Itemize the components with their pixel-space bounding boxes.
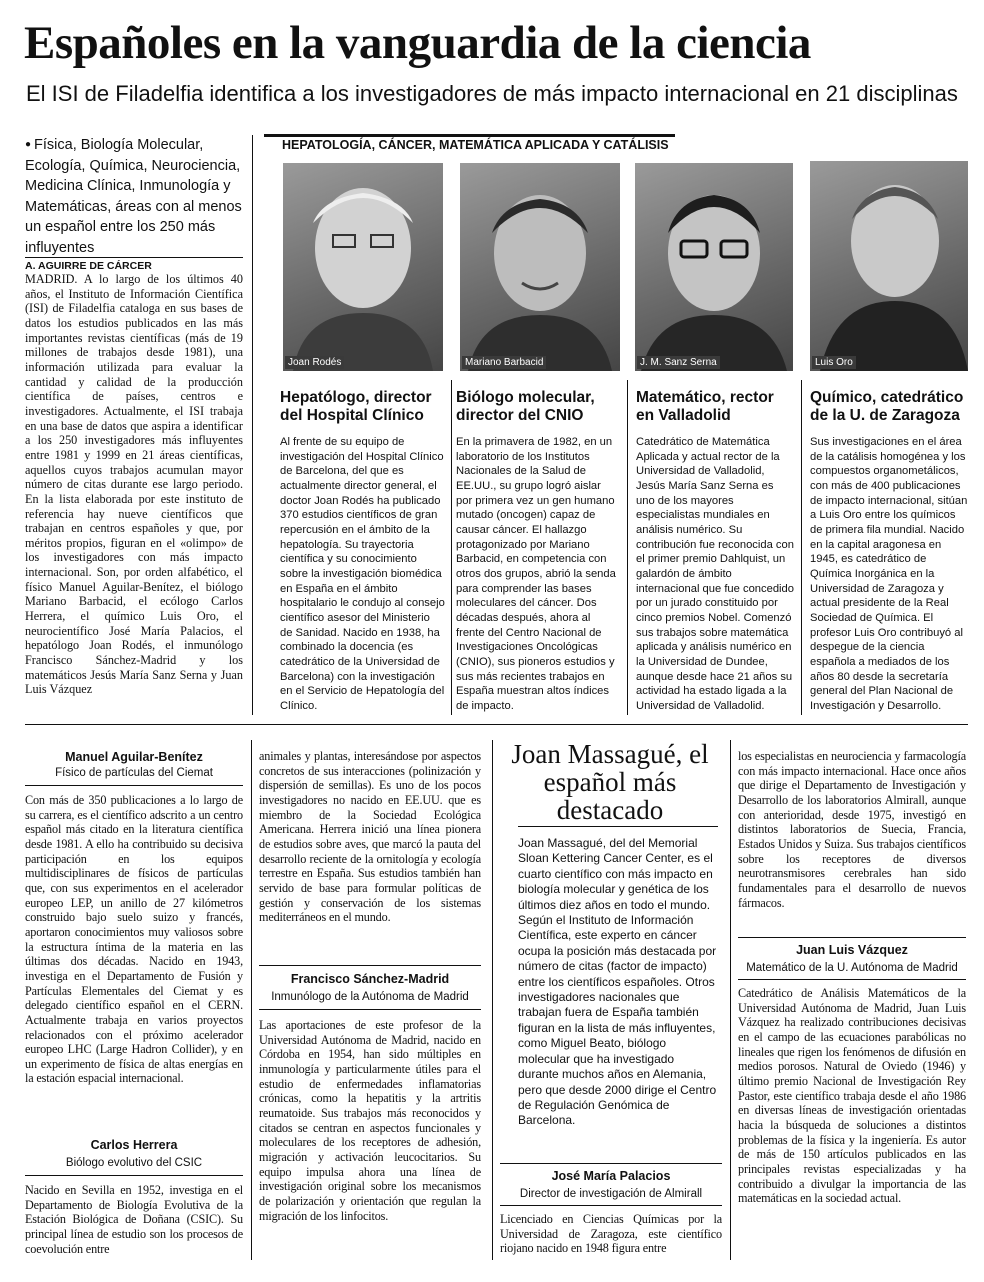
bullet-icon: ●: [25, 139, 32, 150]
heading-rule: [518, 826, 718, 827]
role-sanchez: Inmunólogo de la Autónoma de Madrid: [271, 991, 469, 1003]
column-divider: [801, 380, 802, 715]
photo-caption: Joan Rodés: [285, 356, 344, 369]
column-divider: [627, 380, 628, 715]
name-aguilar: Manuel Aguilar-Benítez: [65, 750, 203, 764]
intro-article: MADRID. A lo largo de los últimos 40 años, el Instituto de Información Científica (ISI) de Filadelfia cataloga en sus bases de datos los estudios publicados en las más importantes revistas científicas (más de 19 millones de trabajos desde 1981), una información utilizada para evaluar la cantidad y calidad de la producción científica de países, centros e investigadores. Actualmente, el ISI trabaja en una base de datos que aspira a identificar a los 250 investigadores más influyentes entre 1981 y 1999 en 21 áreas científicas, aquellos cuyos trabajos acumulan mayor número de citas durante ese largo periodo. En la lista elaborada por este instituto de referencia hay nueve científicos que trabajan en centros españoles y que, por méritos propios, figuran en el «olimpo» de los investigadores con más impacto internacional. Son, por orden alfabético, el físico Manuel Aguilar-Benítez, el biólogo Mariano Barbacid, el ecólogo Carlos Herrera, el químico Luis Oro, el neurocientífico José María Palacios, el hepatólogo Joan Rodés, el inmunólogo Francisco Sánchez-Madrid y los matemáticos Jesús María Sanz Serna y Juan Luis Vázquez: [25, 272, 243, 697]
name-palacios: José María Palacios: [551, 1169, 671, 1183]
profile-title-barbacid: Biólogo molecular, director del CNIO: [456, 389, 595, 424]
profile-title-rodes: Hepatólogo, director del Hospital Clínico: [280, 389, 432, 424]
heading-rule: [259, 965, 481, 966]
name-sanchez: Francisco Sánchez-Madrid: [290, 972, 450, 986]
heading-rule: [738, 979, 966, 980]
portrait-icon: [810, 161, 968, 371]
heading-rule: [25, 1175, 243, 1176]
role-palacios: Director de investigación de Almirall: [519, 1188, 703, 1200]
role-vazquez: Matemático de la U. Autónoma de Madrid: [746, 962, 958, 974]
portrait-icon: [460, 163, 620, 371]
heading-rule: [500, 1205, 722, 1206]
photo-joan-rodes: [283, 163, 443, 371]
photo-mariano-barbacid: [460, 163, 620, 371]
column-divider: [730, 740, 731, 1260]
section-divider: [25, 724, 968, 725]
column-divider: [451, 380, 452, 715]
text-herrera-cont: animales y plantas, interesándose por aspectos concretos de sus interacciones (polinización y dispersión de semillas). Es uno de los pocos investigadores no nacido en EE.UU. que es miembro de la Sociedad Ecológica Americana. Herrera inició una línea pionera de estudios sobre aves, que marcó la pauta del desarrollo reciente de la ornitología y ecología terrestre en España. Sus estudios también han servido de base para formular políticas de gestión y conservación de los sistemas mediterráneos en el mundo.: [259, 749, 481, 925]
role-herrera: Biólogo evolutivo del CSIC: [65, 1157, 203, 1169]
profile-title-oro: Químico, catedrático de la U. de Zaragoza: [810, 389, 964, 424]
text-vazquez: Catedrático de Análisis Matemáticos de la Universidad Autónoma de Madrid, Juan Luis Vázquez ha realizado contribuciones decisivas en el campo de las ecuaciones parabólicas no lineales que rigen los fenómenos de difusión en medios porosos. Natural de Oviedo (1946) y último premio Nacional de Investigación Rey Pastor, este científico trabaja desde el año 1986 en diversas líneas de investigación orientadas hacia la búsqueda de soluciones a distintos problemas de la física y la ingeniería. Es autor de más de 150 artículos publicados en las principales revistas especializadas y ha contribuido a divulgar la importancia de las matemáticas en la sociedad actual.: [738, 986, 966, 1206]
lead-text: Física, Biología Molecular, Ecología, Química, Neurociencia, Medicina Clínica, Inmunología y Matemáticas, áreas con al menos un español entre los 250 más influyentes: [25, 137, 242, 256]
byline: A. AGUIRRE DE CÁRCER: [25, 257, 243, 273]
headline: Españoles en la vanguardia de la ciencia: [24, 17, 811, 69]
heading-rule: [259, 1009, 481, 1010]
text-sanchez: Las aportaciones de este profesor de la Universidad Autónoma de Madrid, nacido en Córdoba en 1954, han sido múltiples en inmunología y particularmente útiles para el estudio de enfermedades inflamatorias crónicas, como la hepatitis y la artritis reumatoide. Sus trabajos más reconocidos y citados se centran en aspectos funcionales y moleculares de los receptores de adhesión, migración y activación leucocitarios. Su equipo impulsa ahora una línea de investigación original sobre los mecanismos de polarización y orientación que regulan la migración de los linfocitos.: [259, 1018, 481, 1223]
column-divider: [252, 135, 253, 715]
heading-rule: [500, 1163, 722, 1164]
portrait-icon: [635, 163, 793, 371]
photo-caption: Mariano Barbacid: [462, 356, 546, 369]
profile-text-oro: Sus investigaciones en el área de la catálisis homogénea y los compuestos organometálicos, con más de 400 publicaciones de impacto internacional, sitúan a Luis Oro entre los químicos de primera fila mundial. Nacido en la capital aragonesa en 1945, es catedrático de Química Inorgánica en la Universidad de Zaragoza y actual presidente de la Real Sociedad de Química. El profesor Luis Oro contribuyó al despegue de la ciencia española a mediados de los años 80 desde la secretaría general del Plan Nacional de Investigación y Desarrollo.: [810, 436, 968, 712]
text-palacios-cont: los especialistas en neurociencia y farmacología con más impacto internacional. Hace once años que dirige el Departamento de Investigación y Desarrollo de los laboratorios Almirall, aunque con anterioridad, desde 1975, investigó en distintos laboratorios de Suecia, Francia, Estados Unidos y Suiza. Sus trabajos científicos sobre los receptores de diversos neurotransmisores cerebrales han sido fundamentales para el desarrollo de nuevos fármacos.: [738, 749, 966, 910]
lead-summary: [25, 135, 243, 258]
role-aguilar: Físico de partículas del Ciemat: [55, 767, 213, 779]
column-divider: [492, 740, 493, 1260]
massague-text: Joan Massagué, del del Memorial Sloan Kettering Cancer Center, es el cuarto científico con más impacto en biología molecular y genética de los últimos diez años en todo el mundo. Según el Instituto de Información Científica, este experto en cáncer ocupa la posición más destacada por número de citas (factor de impacto) entre los científicos españoles. Otros investigadores nacionales que trabajan fuera de España también figuran en la lista de más influyentes, como Miguel Beato, biólogo molecular que ha investigado durante muchos años en Alemania, pero que desde 2000 dirige el Centro de Regulación Genómica de Barcelona.: [518, 836, 717, 1128]
photo-luis-oro: [810, 161, 968, 371]
profile-text-rodes: Al frente de su equipo de investigación del Hospital Clínico de Barcelona, del que es actualmente director general, el doctor Joan Rodés ha publicado 370 estudios científicos de gran repercusión en el ámbito de la hepatología. Su trayectoria científica y su conocimiento sobre la investigación biomédica en España en el ámbito hospitalario le condujo al consejo científico asesor del Ministerio de Sanidad. Nacido en 1938, ha combinado la docencia (es catedrático de la Universidad de Barcelona) con la investigación en el Servicio de Hepatología del Clínico.: [280, 436, 445, 712]
text-aguilar: Con más de 350 publicaciones a lo largo de su carrera, es el científico adscrito a un centro español más citado en la literatura científica desde 1981. A ello ha contribuido su decisiva participación en los equipos multidisciplinares de físicos de partículas que, con sus experimentos en el acelerador europeo LEP, un anillo de 27 kilómetros construido bajo suelo suizo y francés, aportaron conocimientos muy valiosos sobre la estructura íntima de la materia en las últimas dos décadas. Nacido en 1943, investiga en el Departamento de Fusión y Partículas Elementales del Ciemat y es delegado científico español en el CERN. Actualmente trabaja en varios proyectos relacionados con el próximo acelerador europeo LHC (Large Hadron Collider), y en un experimento de física de altas energías en la estación espacial internacional.: [25, 793, 243, 1086]
portrait-icon: [283, 163, 443, 371]
heading-rule: [25, 785, 243, 786]
profile-text-barbacid: En la primavera de 1982, en un laboratorio de los Institutos Nacionales de la Salud de EE.UU., su grupo logró aislar por primera vez un gen humano mutado (oncogen) capaz de causar cáncer. El hallazgo protagonizado por Mariano Barbacid, en competencia con otros dos grupos, abrió la senda para comprender las bases moleculares del cáncer. Dos décadas después, ahora al frente del Centro Nacional de Investigaciones Oncológicas (CNIO), sus pioneros estudios y sus más recientes trabajos en España muestran altos índices de impacto.: [456, 436, 616, 712]
photo-sanz-serna: [635, 163, 793, 371]
heading-rule: [738, 937, 966, 938]
profile-title-sanz-serna: Matemático, rector en Valladolid: [636, 389, 774, 424]
photo-caption: Luis Oro: [812, 356, 856, 369]
name-herrera: Carlos Herrera: [90, 1138, 178, 1152]
name-vazquez: Juan Luis Vázquez: [796, 943, 908, 957]
profile-text-sanz-serna: Catedrático de Matemática Aplicada y actual rector de la Universidad de Valladolid, Jesús María Sanz Serna es uno de los mayores especialistas mundiales en análisis numérico. Su contribución fue reconocida con el primer premio Dahlquist, un galardón de ámbito internacional que fue concedido por un jurado constituido por cinco premios Nobel. Comenzó sus trabajos sobre matemática aplicada y análisis numérico en la Universidad de Dundee, aunque desde hace 21 años su actividad ha estado ligada a la Universidad de Valladolid.: [636, 436, 794, 712]
section-banner: HEPATOLOGÍA, CÁNCER, MATEMÁTICA APLICADA Y CATÁLISIS: [264, 134, 675, 153]
column-divider: [251, 740, 252, 1260]
massague-title: Joan Massagué, el español más destacado: [511, 739, 709, 825]
text-herrera-start: Nacido en Sevilla en 1952, investiga en el Departamento de Biología Evolutiva de la Estación Biológica de Doñana (CSIC). Su principal línea de estudio son los procesos de coevolución entre: [25, 1183, 243, 1256]
photo-caption: J. M. Sanz Serna: [637, 356, 720, 369]
text-palacios-start: Licenciado en Ciencias Químicas por la Universidad de Zaragoza, este científico riojano nacido en 1948 figura entre: [500, 1212, 722, 1256]
subheadline: El ISI de Filadelfia identifica a los investigadores de más impacto internacional en 21 disciplinas: [26, 81, 958, 106]
